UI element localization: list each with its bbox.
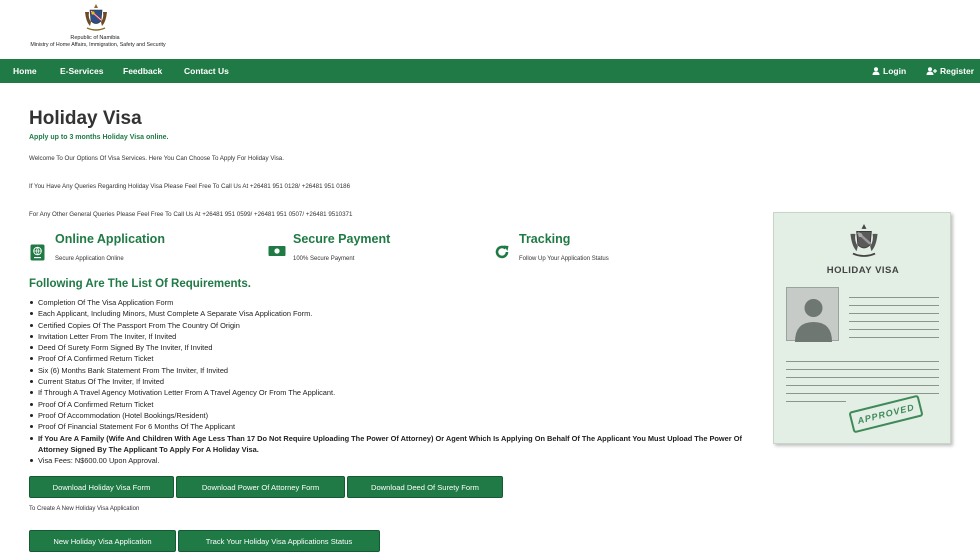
person-silhouette-icon xyxy=(787,288,840,342)
list-item: Proof Of A Confirmed Return Ticket xyxy=(29,353,759,364)
nav-feedback[interactable]: Feedback xyxy=(123,66,163,76)
nav-home[interactable]: Home xyxy=(13,66,37,76)
passport-icon xyxy=(30,244,45,261)
text-line xyxy=(849,337,939,338)
nav-contact[interactable]: Contact Us xyxy=(184,66,229,76)
track-status-button[interactable]: Track Your Holiday Visa Applications Status xyxy=(178,530,380,552)
nav-register-label: Register xyxy=(940,66,975,76)
text-line xyxy=(849,305,939,306)
requirements-heading: Following Are The List Of Requirements. xyxy=(29,278,251,290)
requirements-list xyxy=(29,297,759,466)
text-line xyxy=(786,385,939,386)
main-navbar xyxy=(0,59,980,83)
list-item: Proof Of A Confirmed Return Ticket xyxy=(29,399,759,410)
list-item: Each Applicant, Including Minors, Must Complete A Separate Visa Application Form. xyxy=(29,308,759,319)
download-holiday-visa-form-button[interactable]: Download Holiday Visa Form xyxy=(29,476,174,498)
list-item: Six (6) Months Bank Statement From The Inviter, If Invited xyxy=(29,365,759,376)
text-line xyxy=(786,401,846,402)
feature-title: Online Application xyxy=(55,232,165,246)
download-deed-of-surety-button[interactable]: Download Deed Of Surety Form xyxy=(347,476,503,498)
applicant-photo-placeholder xyxy=(786,287,839,341)
page-subtitle: Apply up to 3 months Holiday Visa online. xyxy=(29,134,169,141)
list-item: Completion Of The Visa Application Form xyxy=(29,297,759,308)
welcome-text: Welcome To Our Options Of Visa Services. Here You Can Choose To Apply For Holiday Visa. xyxy=(29,155,284,162)
list-item: Deed Of Surety Form Signed By The Inviter, If Invited xyxy=(29,342,759,353)
user-plus-icon xyxy=(926,67,937,75)
ministry-name: Ministry of Home Affairs, Immigration, Safety and Security xyxy=(30,42,166,48)
refresh-icon xyxy=(494,244,510,260)
coat-of-arms-icon xyxy=(83,2,109,32)
text-line xyxy=(786,393,939,394)
feature-desc: Follow Up Your Application Status xyxy=(519,256,609,262)
visa-queries-text: If You Have Any Queries Regarding Holiday Visa Please Feel Free To Call Us At +26481 951 0128/ +26481 951 0186 xyxy=(29,183,351,190)
feature-desc: 100% Secure Payment xyxy=(293,256,355,262)
feature-desc: Secure Application Online xyxy=(55,256,124,262)
nav-eservices[interactable]: E-Services xyxy=(60,66,104,76)
new-application-button[interactable]: New Holiday Visa Application xyxy=(29,530,176,552)
feature-title: Secure Payment xyxy=(293,232,391,246)
approved-stamp: APPROVED xyxy=(848,395,923,434)
list-item: Current Status Of The Inviter, If Invited xyxy=(29,376,759,387)
list-item: Proof Of Financial Statement For 6 Months Of The Applicant xyxy=(29,421,759,432)
feature-title: Tracking xyxy=(519,232,571,246)
text-line xyxy=(786,369,939,370)
nav-register[interactable] xyxy=(926,59,974,83)
text-line xyxy=(849,321,939,322)
general-queries-text: For Any Other General Queries Please Feel Free To Call Us At +26481 951 0599/ +26481 951 0507/ +26481 9510371 xyxy=(29,211,353,218)
text-line xyxy=(786,377,939,378)
download-power-of-attorney-button[interactable]: Download Power Of Attorney Form xyxy=(176,476,345,498)
visa-card-title: HOLIDAY VISA xyxy=(826,265,900,276)
ministry-logo[interactable] xyxy=(28,2,168,57)
list-item: If Through A Travel Agency Motivation Letter From A Travel Agency Or From The Applicant. xyxy=(29,387,759,398)
nav-login[interactable] xyxy=(872,59,906,83)
user-icon xyxy=(872,67,880,75)
list-item: If You Are A Family (Wife And Children With Age Less Than 17 Do Not Require Uploading The Power Of Attorney) Or Agent Which Is Applying On Behalf Of The Applicant You Must Upload The Power Of Attorney Signed By The Applicant To Apply For A Holiday Visa. xyxy=(29,433,759,456)
top-header xyxy=(0,0,980,59)
list-item: Certified Copies Of The Passport From The Country Of Origin xyxy=(29,320,759,331)
text-line xyxy=(849,297,939,298)
nav-login-label: Login xyxy=(883,66,907,76)
create-application-note: To Create A New Holiday Visa Application xyxy=(29,506,140,512)
text-line xyxy=(849,329,939,330)
list-item: Invitation Letter From The Inviter, If Invited xyxy=(29,331,759,342)
text-line xyxy=(849,313,939,314)
page-title: Holiday Visa xyxy=(29,108,142,129)
list-item: Proof Of Accommodation (Hotel Bookings/Resident) xyxy=(29,410,759,421)
coat-of-arms-icon xyxy=(848,221,880,259)
money-icon xyxy=(268,244,286,258)
text-line xyxy=(786,361,939,362)
list-item: Visa Fees: N$600.00 Upon Approval. xyxy=(29,455,759,466)
holiday-visa-illustration xyxy=(773,212,951,444)
country-name: Republic of Namibia xyxy=(70,35,120,41)
